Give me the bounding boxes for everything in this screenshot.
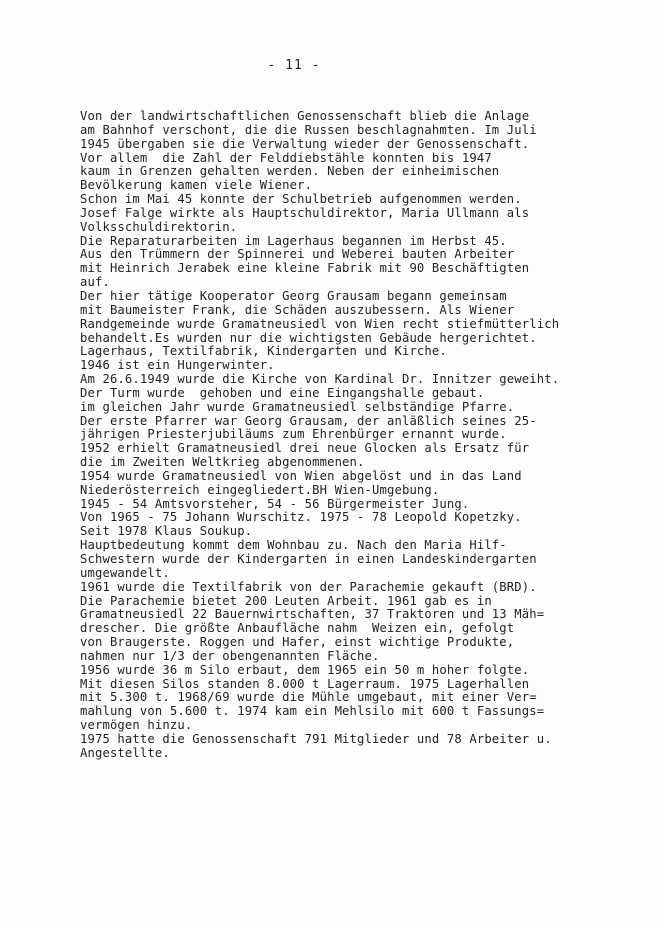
text-line: mahlung von 5.600 t. 1974 kam ein Mehlsilo mit 600 t Fassungs=	[80, 704, 545, 719]
text-line: 1945 übergaben sie die Verwaltung wieder der Genossenschaft.	[80, 136, 530, 151]
text-line: Lagerhaus, Textilfabrik, Kindergarten und Kirche.	[80, 344, 447, 359]
text-line: Niederösterreich eingegliedert.BH Wien-Umgebung.	[80, 482, 440, 497]
text-line: Die Parachemie bietet 200 Leuten Arbeit. 1961 gab es in	[80, 593, 492, 608]
text-line: 1961 wurde die Textilfabrik von der Parachemie gekauft (BRD).	[80, 579, 537, 594]
text-line: kaum in Grenzen gehalten werden. Neben der einheimischen	[80, 164, 500, 179]
text-line: mit Heinrich Jerabek eine kleine Fabrik mit 90 Beschäftigten	[80, 261, 530, 276]
text-line: Von der landwirtschaftlichen Genossenschaft blieb die Anlage	[80, 109, 530, 123]
text-line: Schwestern wurde der Kindergarten in einen Landeskindergarten	[80, 552, 537, 566]
text-line: Vor allem die Zahl der Felddiebstähle konnten bis 1947	[80, 150, 492, 165]
text-line: nahmen nur 1/3 der obengenannten Fläche.	[80, 648, 380, 663]
text-line: am Bahnhof verschont, die die Russen beschlagnahmten. Im Juli	[80, 122, 537, 137]
text-line: vermögen hinzu.	[80, 718, 193, 733]
text-line: 1952 erhielt Gramatneusiedl drei neue Glocken als Ersatz für	[80, 441, 530, 456]
text-line: Am 26.6.1949 wurde die Kirche von Kardinal Dr. Innitzer geweiht.	[80, 372, 560, 387]
text-line: mit 5.300 t. 1968/69 wurde die Mühle umgebaut, mit einer Ver=	[80, 690, 537, 705]
text-line: Von 1965 - 75 Johann Wurschitz. 1975 - 78 Leopold Kopetzky.	[80, 510, 522, 525]
text-line: Seit 1978 Klaus Soukup.	[80, 524, 253, 539]
page-number: - 11 -	[267, 58, 321, 73]
text-line: Bevölkerung kamen viele Wiener.	[80, 178, 313, 193]
text-line: Der erste Pfarrer war Georg Grausam, der anläßlich seines 25-	[80, 413, 537, 428]
body-text	[80, 110, 600, 761]
text-line: Schon im Mai 45 konnte der Schulbetrieb aufgenommen werden.	[80, 192, 522, 207]
text-line: mit Baumeister Frank, die Schäden auszubessern. Als Wiener	[80, 302, 515, 317]
text-line: Hauptbedeutung kommt dem Wohnbau zu. Nach den Maria Hilf-	[80, 538, 507, 553]
text-line: im gleichen Jahr wurde Gramatneusiedl selbständige Pfarre.	[80, 399, 515, 414]
text-line: Gramatneusiedl 22 Bauernwirtschaften, 37 Traktoren und 13 Mäh=	[80, 607, 545, 622]
text-line: 1945 - 54 Amtsvorsteher, 54 - 56 Bürgermeister Jung.	[80, 496, 470, 511]
text-line: Volksschuldirektorin.	[80, 219, 238, 234]
text-line: behandelt.Es wurden nur die wichtigsten Gebäude hergerichtet.	[80, 330, 537, 345]
text-line: 1946 ist ein Hungerwinter.	[80, 358, 275, 373]
text-line: 1954 wurde Gramatneusiedl von Wien abgelöst und in das Land	[80, 468, 522, 483]
text-line: Randgemeinde wurde Gramatneusiedl von Wien recht stiefmütterlich	[80, 316, 560, 331]
text-line: 1975 hatte die Genossenschaft 791 Mitglieder und 78 Arbeiter u.	[80, 731, 552, 746]
text-line: auf.	[80, 275, 110, 290]
text-line: 1956 wurde 36 m Silo erbaut, dem 1965 ein 50 m hoher folgte.	[80, 662, 530, 677]
text-line: Mit diesen Silos standen 8.000 t Lagerraum. 1975 Lagerhallen	[80, 676, 530, 691]
text-line: die im Zweiten Weltkrieg abgenommenen.	[80, 455, 365, 470]
text-line: Die Reparaturarbeiten im Lagerhaus begannen im Herbst 45.	[80, 233, 507, 248]
text-line: von Braugerste. Roggen und Hafer, einst wichtige Produkte,	[80, 635, 515, 650]
text-line: Der hier tätige Kooperator Georg Grausam begann gemeinsam	[80, 288, 507, 303]
text-line: Der Turm wurde gehoben und eine Eingangshalle gebaut.	[80, 385, 485, 400]
text-line: umgewandelt.	[80, 565, 170, 580]
text-line: Angestellte.	[80, 745, 170, 760]
text-line: Josef Falge wirkte als Hauptschuldirektor, Maria Ullmann als	[80, 205, 530, 220]
text-line: Aus den Trümmern der Spinnerei und Weberei bauten Arbeiter	[80, 247, 515, 262]
text-line: jährigen Priesterjubiläums zum Ehrenbürger ernannt wurde.	[80, 427, 507, 442]
text-line: drescher. Die größte Anbaufläche nahm Weizen ein, gefolgt	[80, 621, 515, 636]
